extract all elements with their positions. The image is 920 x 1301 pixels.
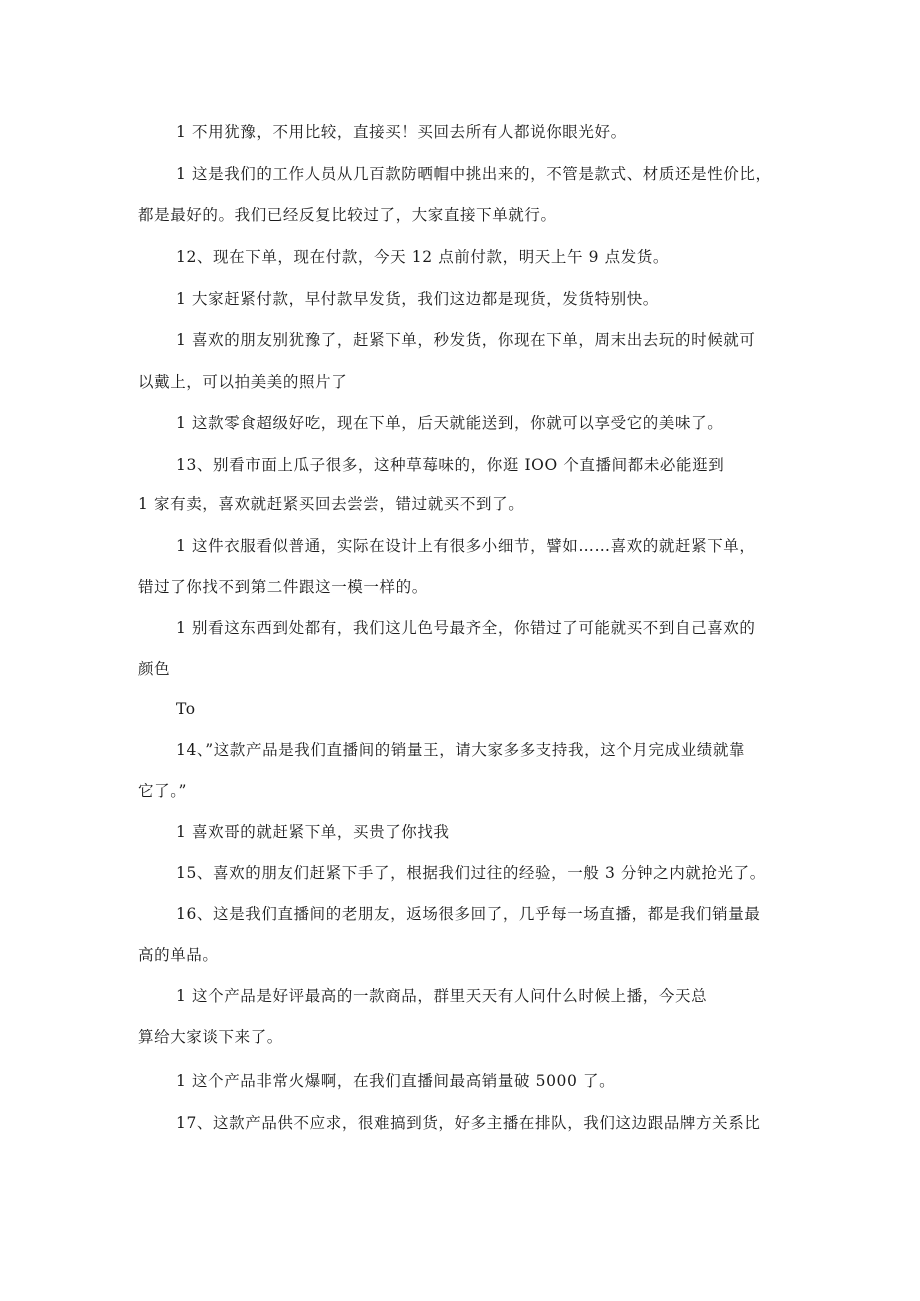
text-line: 1 这个产品非常火爆啊，在我们直播间最高销量破 5000 了。 bbox=[176, 1072, 616, 1090]
text-line: 12、现在下单，现在付款，今天 12 点前付款，明天上午 9 点发货。 bbox=[176, 248, 670, 266]
text-line: 1 这是我们的工作人员从几百款防晒帽中挑出来的，不管是款式、材质还是性价比， bbox=[176, 165, 772, 183]
text-line: 错过了你找不到第二件跟这一模一样的。 bbox=[138, 578, 428, 596]
text-line: 1 大家赶紧付款，早付款早发货，我们这边都是现货，发货特别快。 bbox=[176, 290, 659, 308]
text-line: 1 不用犹豫，不用比较，直接买！买回去所有人都说你眼光好。 bbox=[176, 123, 627, 141]
text-line: 17、这款产品供不应求，很难搞到货，好多主播在排队，我们这边跟品牌方关系比 bbox=[176, 1114, 761, 1132]
text-line: 13、别看市面上瓜子很多，这种草莓味的，你逛 IOO 个直播间都未必能逛到 bbox=[176, 456, 725, 474]
text-line: 1 这款零食超级好吃，现在下单，后天就能送到，你就可以享受它的美味了。 bbox=[176, 414, 724, 432]
text-line: 1 这件衣服看似普通，实际在设计上有很多小细节，譬如……喜欢的就赶紧下单， bbox=[176, 537, 756, 555]
text-line: 以戴上，可以拍美美的照片了 bbox=[138, 373, 348, 391]
text-line: 1 这个产品是好评最高的一款商品，群里天天有人问什么时候上播，今天总 bbox=[176, 987, 708, 1005]
text-line: 1 喜欢哥的就赶紧下单，买贵了你找我 bbox=[176, 823, 450, 841]
text-line: 1 别看这东西到处都有，我们这儿色号最齐全，你错过了可能就买不到自己喜欢的 bbox=[176, 619, 756, 637]
text-line: 16、这是我们直播间的老朋友，返场很多回了，几乎每一场直播，都是我们销量最 bbox=[176, 905, 761, 923]
text-line: 高的单品。 bbox=[138, 946, 219, 964]
text-line: To bbox=[176, 700, 196, 718]
text-line: 它了。” bbox=[138, 782, 188, 800]
text-line: 14、”这款产品是我们直播间的销量王，请大家多多支持我，这个月完成业绩就靠 bbox=[176, 741, 746, 759]
text-line: 算给大家谈下来了。 bbox=[138, 1028, 283, 1046]
text-line: 15、喜欢的朋友们赶紧下手了，根据我们过往的经验，一般 3 分钟之内就抢光了。 bbox=[176, 864, 766, 882]
text-line: 颜色 bbox=[138, 660, 171, 678]
text-line: 都是最好的。我们已经反复比较过了，大家直接下单就行。 bbox=[138, 206, 557, 224]
text-line: 1 家有卖，喜欢就赶紧买回去尝尝，错过就买不到了。 bbox=[138, 495, 525, 513]
text-line: 1 喜欢的朋友别犹豫了，赶紧下单，秒发货，你现在下单，周末出去玩的时候就可 bbox=[176, 331, 756, 349]
